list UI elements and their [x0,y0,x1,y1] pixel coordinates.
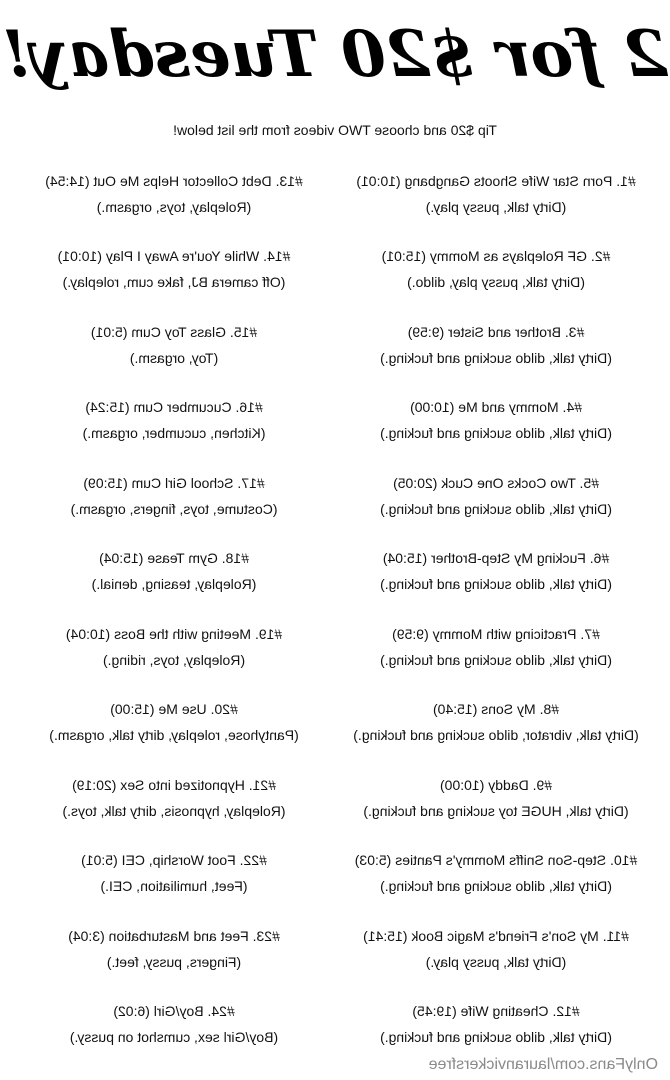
list-item [14,696,334,756]
list-item [336,923,656,983]
list-item [14,998,334,1058]
video-description: (Fingers, pussy, feet.) [106,954,242,970]
video-title: #23. Feet and Masturbation (3:04) [68,928,280,944]
list-item [14,847,334,907]
video-description: (Dirty talk, dildo sucking and fucking.) [380,1029,612,1045]
video-title: #16. Cucumber Cum (15:24) [85,399,263,415]
list-item [336,621,656,681]
list-item [336,319,656,379]
video-title: #3. Brother and Sister (9:59) [407,324,585,340]
list-item [336,545,656,605]
list-item [14,394,334,454]
video-title: #19. Meeting with the Boss (10:04) [65,626,283,642]
video-description: (Dirty talk, HUGE toy sucking and fucking.) [363,803,629,819]
list-item [336,470,656,530]
video-description: (Dirty talk, dildo sucking and fucking.) [380,576,612,592]
video-title: #18. Gym Tease (15:04) [99,550,249,566]
video-description: (Dirty talk, dildo sucking and fucking.) [380,501,612,517]
list-item [14,545,334,605]
list-item [336,394,656,454]
list-item [336,696,656,756]
video-description: (Roleplay, teasing, denial.) [91,576,257,592]
video-title: #5. Two Cocks One Cuck (20:05) [393,475,599,491]
list-item [336,847,656,907]
video-title: #8. My Sons (15:40) [432,701,560,717]
list-item [336,998,656,1058]
list-item [14,319,334,379]
list-item [14,470,334,530]
video-title: #13. Debt Collector Helps Me Out (14:54) [45,173,303,189]
list-item [14,168,334,228]
video-title: #14. While You're Away I Play (10:01) [57,248,291,264]
list-item [336,772,656,832]
video-description: (Roleplay, toys, riding.) [102,652,246,668]
video-title: #6. Fucking My Step-Brother (15:04) [382,550,610,566]
video-title: #17. School Girl Cum (15:09) [83,475,265,491]
video-title: #22. Foot Worship, CEI (5:01) [81,852,267,868]
video-title: #7. Practicing with Mommy (9:59) [392,626,600,642]
video-title: #15. Glass Toy Cum (5:01) [90,324,258,340]
video-title: #4. Mommy and Me (10:00) [410,399,582,415]
video-description: (Dirty talk, pussy play.) [425,199,567,215]
video-title: #2. GF Roleplays as Mommy (15:01) [381,248,611,264]
video-description: (Roleplay, toys, orgasm.) [96,199,252,215]
video-description: (Dirty talk, dildo sucking and fucking.) [380,425,612,441]
video-description: (Dirty talk, pussy play, dildo.) [407,274,585,290]
video-description: (Dirty talk, pussy play.) [425,954,567,970]
video-description: (Costume, toys, fingers, orgasm.) [70,501,278,517]
video-title: #1. Porn Star Wife Shoots Gangbang (10:01) [356,173,636,189]
video-description: (Roleplay, hypnosis, dirty talk, toys.) [62,803,286,819]
subtitle: Tip $20 and choose TWO videos from the list below! [173,122,497,138]
list-item [14,923,334,983]
video-title: #9. Daddy (10:00) [439,777,553,793]
video-description: (Boy/Girl sex, cumshot on pussy.) [69,1029,279,1045]
video-description: (Off camera BJ, fake cum, roleplay.) [62,274,286,290]
video-description: (Pantyhose, roleplay, dirty talk, orgasm.) [49,727,299,743]
list-item [14,772,334,832]
list-item [336,243,656,303]
video-title: #12. Cheating Wife (19:45) [412,1003,580,1019]
video-title: #24. Boy/Girl (6:02) [113,1003,235,1019]
video-description: (Dirty talk, vibrator, dildo sucking and fucking.) [353,727,639,743]
list-item [14,243,334,303]
video-description: (Dirty talk, dildo sucking and fucking.) [380,878,612,894]
video-title: #21. Hypnotized into Sex (20:19) [72,777,276,793]
video-description: (Toy, orgasm.) [129,350,219,366]
video-title: #10. Step-Son Sniffs Mommy's Panties (5:03) [354,852,638,868]
footer-watermark: OnlyFans.com/lauranvickersfree [428,1056,658,1073]
page-title: 2 for $20 Tuesday! [2,17,668,92]
list-item [336,168,656,228]
video-description: (Dirty talk, dildo sucking and fucking.) [380,350,612,366]
video-title: #20. Use Me (15:00) [110,701,238,717]
video-description: (Dirty talk, dildo sucking and fucking.) [380,652,612,668]
list-item [14,621,334,681]
video-title: #11. My Son's Friend's Magic Book (15:41) [363,928,629,944]
video-description: (Feet, humiliation, CEI.) [100,878,248,894]
video-description: (Kitchen, cucumber, orgasm.) [82,425,266,441]
